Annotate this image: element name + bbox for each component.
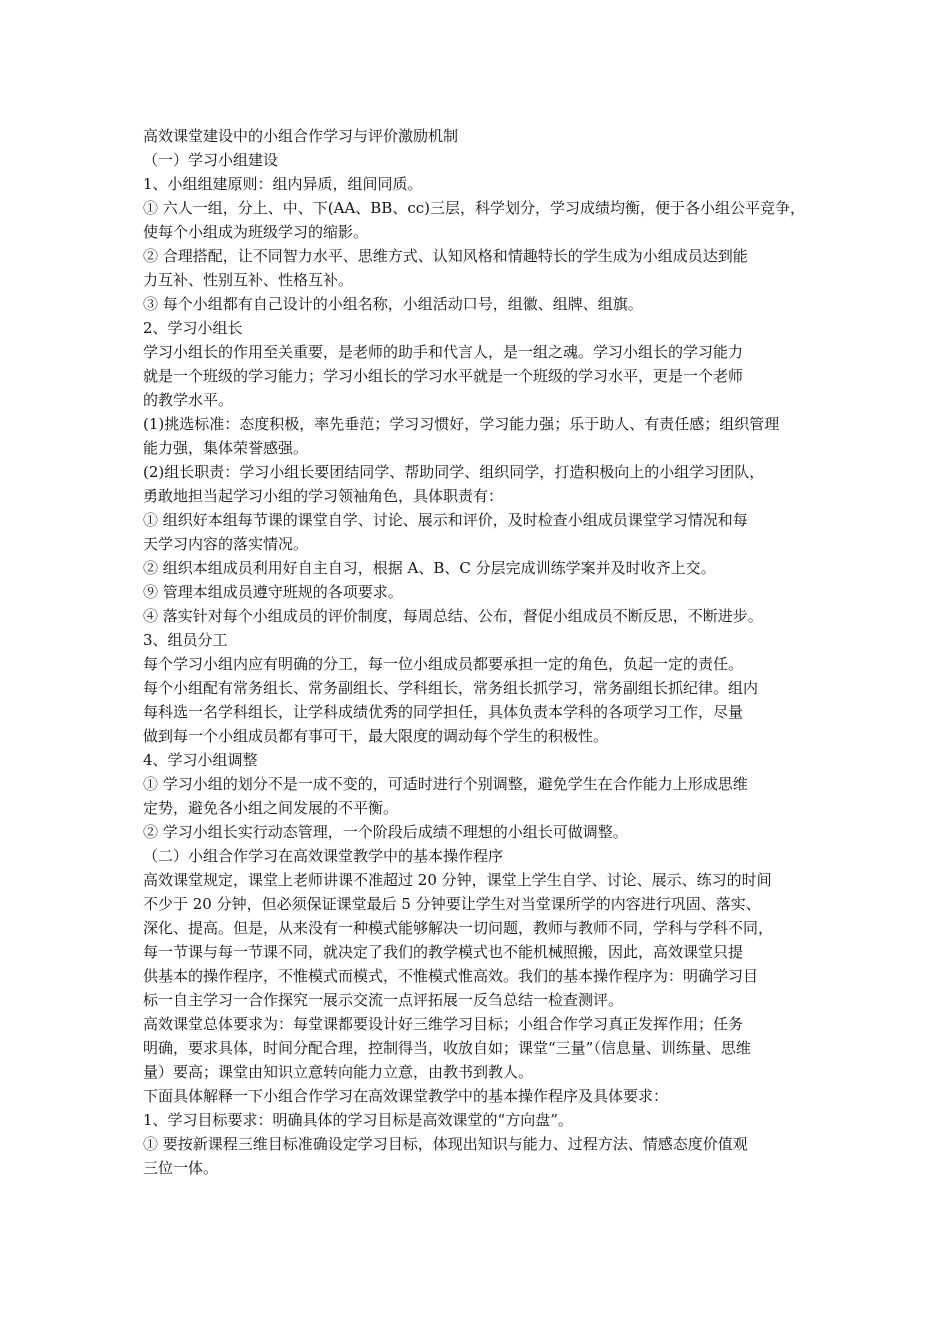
text-line: 不少于 20 分钟，但必须保证课堂最后 5 分钟要让学生对当堂课所学的内容进行巩固、落实、 [143,895,761,913]
text-line: 4、学习小组调整 [143,751,258,769]
text-line: (1)挑选标准：态度积极，率先垂范；学习习惯好，学习能力强；乐于助人、有责任感；组织管理 [143,415,780,433]
text-line: 力互补、性别互补、性格互补。 [143,271,354,289]
text-line: ② 学习小组长实行动态管理，一个阶段后成绩不理想的小组长可做调整。 [143,823,628,841]
text-line: 1、学习目标要求：明确具体的学习目标是高效课堂的“方向盘”。 [143,1111,573,1129]
text-line: ① 学习小组的划分不是一成不变的，可适时进行个别调整，避免学生在合作能力上形成思维 [143,775,748,793]
text-line: 三位一体。 [143,1159,219,1177]
text-line: ① 组织好本组每节课的课堂自学、讨论、展示和评价，及时检查小组成员课堂学习情况和每 [143,511,748,529]
text-line: 高效课堂总体要求为：每堂课都要设计好三维学习目标；小组合作学习真正发挥作用；任务 [143,1015,744,1033]
text-line: 天学习内容的落实情况。 [143,535,309,553]
text-line: 标一自主学习一合作探究一展示交流一点评拓展一反刍总结一检查测评。 [143,991,624,1009]
text-line: (2)组长职责：学习小组长要团结同学、帮助同学、组织同学，打造积极向上的小组学习团队， [143,463,765,481]
text-line: ② 合理搭配，让不同智力水平、思维方式、认知风格和情趣特长的学生成为小组成员达到能 [143,247,748,265]
text-line: 能力强，集体荣誉感强。 [143,439,309,457]
text-line: 每个学习小组内应有明确的分工，每一位小组成员都要承担一定的角色，负起一定的责任。 [143,655,744,673]
text-line: 明确，要求具体，时间分配合理，控制得当，收放自如；课堂“三量”（信息量、训练量、思维 [143,1039,751,1057]
text-line: 供基本的操作程序，不惟模式而模式，不惟模式惟高效。我们的基本操作程序为：明确学习目 [143,967,759,985]
document-body [143,124,815,1180]
text-line: 学习小组长的作用至关重要，是老师的助手和代言人，是一组之魂。学习小组长的学习能力 [143,343,744,361]
text-line: 勇敢地担当起学习小组的学习领袖角色，具体职责有： [143,487,504,505]
text-line: 1、小组组建原则：组内异质，组间同质。 [143,175,423,193]
text-line: 使每个小组成为班级学习的缩影。 [143,223,369,241]
text-line: 2、学习小组长 [143,319,243,337]
text-line: ③ 每个小组都有自己设计的小组名称，小组活动口号，组徽、组牌、组旗。 [143,295,643,313]
text-line: （一）学习小组建设 [143,151,279,169]
text-line: 量）要高；课堂由知识立意转向能力立意，由教书到教人。 [143,1063,534,1081]
text-line: 每科选一名学科组长，让学科成绩优秀的同学担任，具体负责本学科的各项学习工作，尽量 [143,703,744,721]
document-title: 高效课堂建设中的小组合作学习与评价激励机制 [143,127,459,145]
text-line: 做到每一个小组成员都有事可干，最大限度的调动每个学生的积极性。 [143,727,609,745]
text-line: 下面具体解释一下小组合作学习在高效课堂教学中的基本操作程序及具体要求： [143,1087,669,1105]
text-line: ⑨ 管理本组成员遵守班规的各项要求。 [143,583,403,601]
text-line: ④ 落实针对每个小组成员的评价制度，每周总结、公布，督促小组成员不断反思，不断进步。 [143,607,763,625]
text-line: 每个小组配有常务组长、常务副组长、学科组长，常务组长抓学习，常务副组长抓纪律。组内 [143,679,759,697]
text-line: 的教学水平。 [143,391,234,409]
text-line: （二）小组合作学习在高效课堂教学中的基本操作程序 [143,847,504,865]
text-line: 3、组员分工 [143,631,228,649]
text-line: 高效课堂规定，课堂上老师讲课不准超过 20 分钟，课堂上学生自学、讨论、展示、练习的时间 [143,871,772,889]
text-line: 定势，避免各小组之间发展的不平衡。 [143,799,399,817]
text-line: ① 六人一组，分上、中、下(AA、BB、cc)三层，科学划分，学习成绩均衡，便于各小组公平竞争， [143,199,805,217]
text-line: 就是一个班级的学习能力；学习小组长的学习水平就是一个班级的学习水平，更是一个老师 [143,367,744,385]
text-line: ② 组织本组成员利用好自主自习，根据 A、B、C 分层完成训练学案并及时收齐上交。 [143,559,716,577]
text-line: 每一节课与每一节课不同，就决定了我们的教学模式也不能机械照搬，因此，高效课堂只提 [143,943,744,961]
text-line: ① 要按新课程三维目标准确设定学习目标，体现出知识与能力、过程方法、情感态度价值观 [143,1135,748,1153]
text-line: 深化、提高。但是，从来没有一种模式能够解决一切问题，教师与教师不同，学科与学科不同， [143,919,774,937]
